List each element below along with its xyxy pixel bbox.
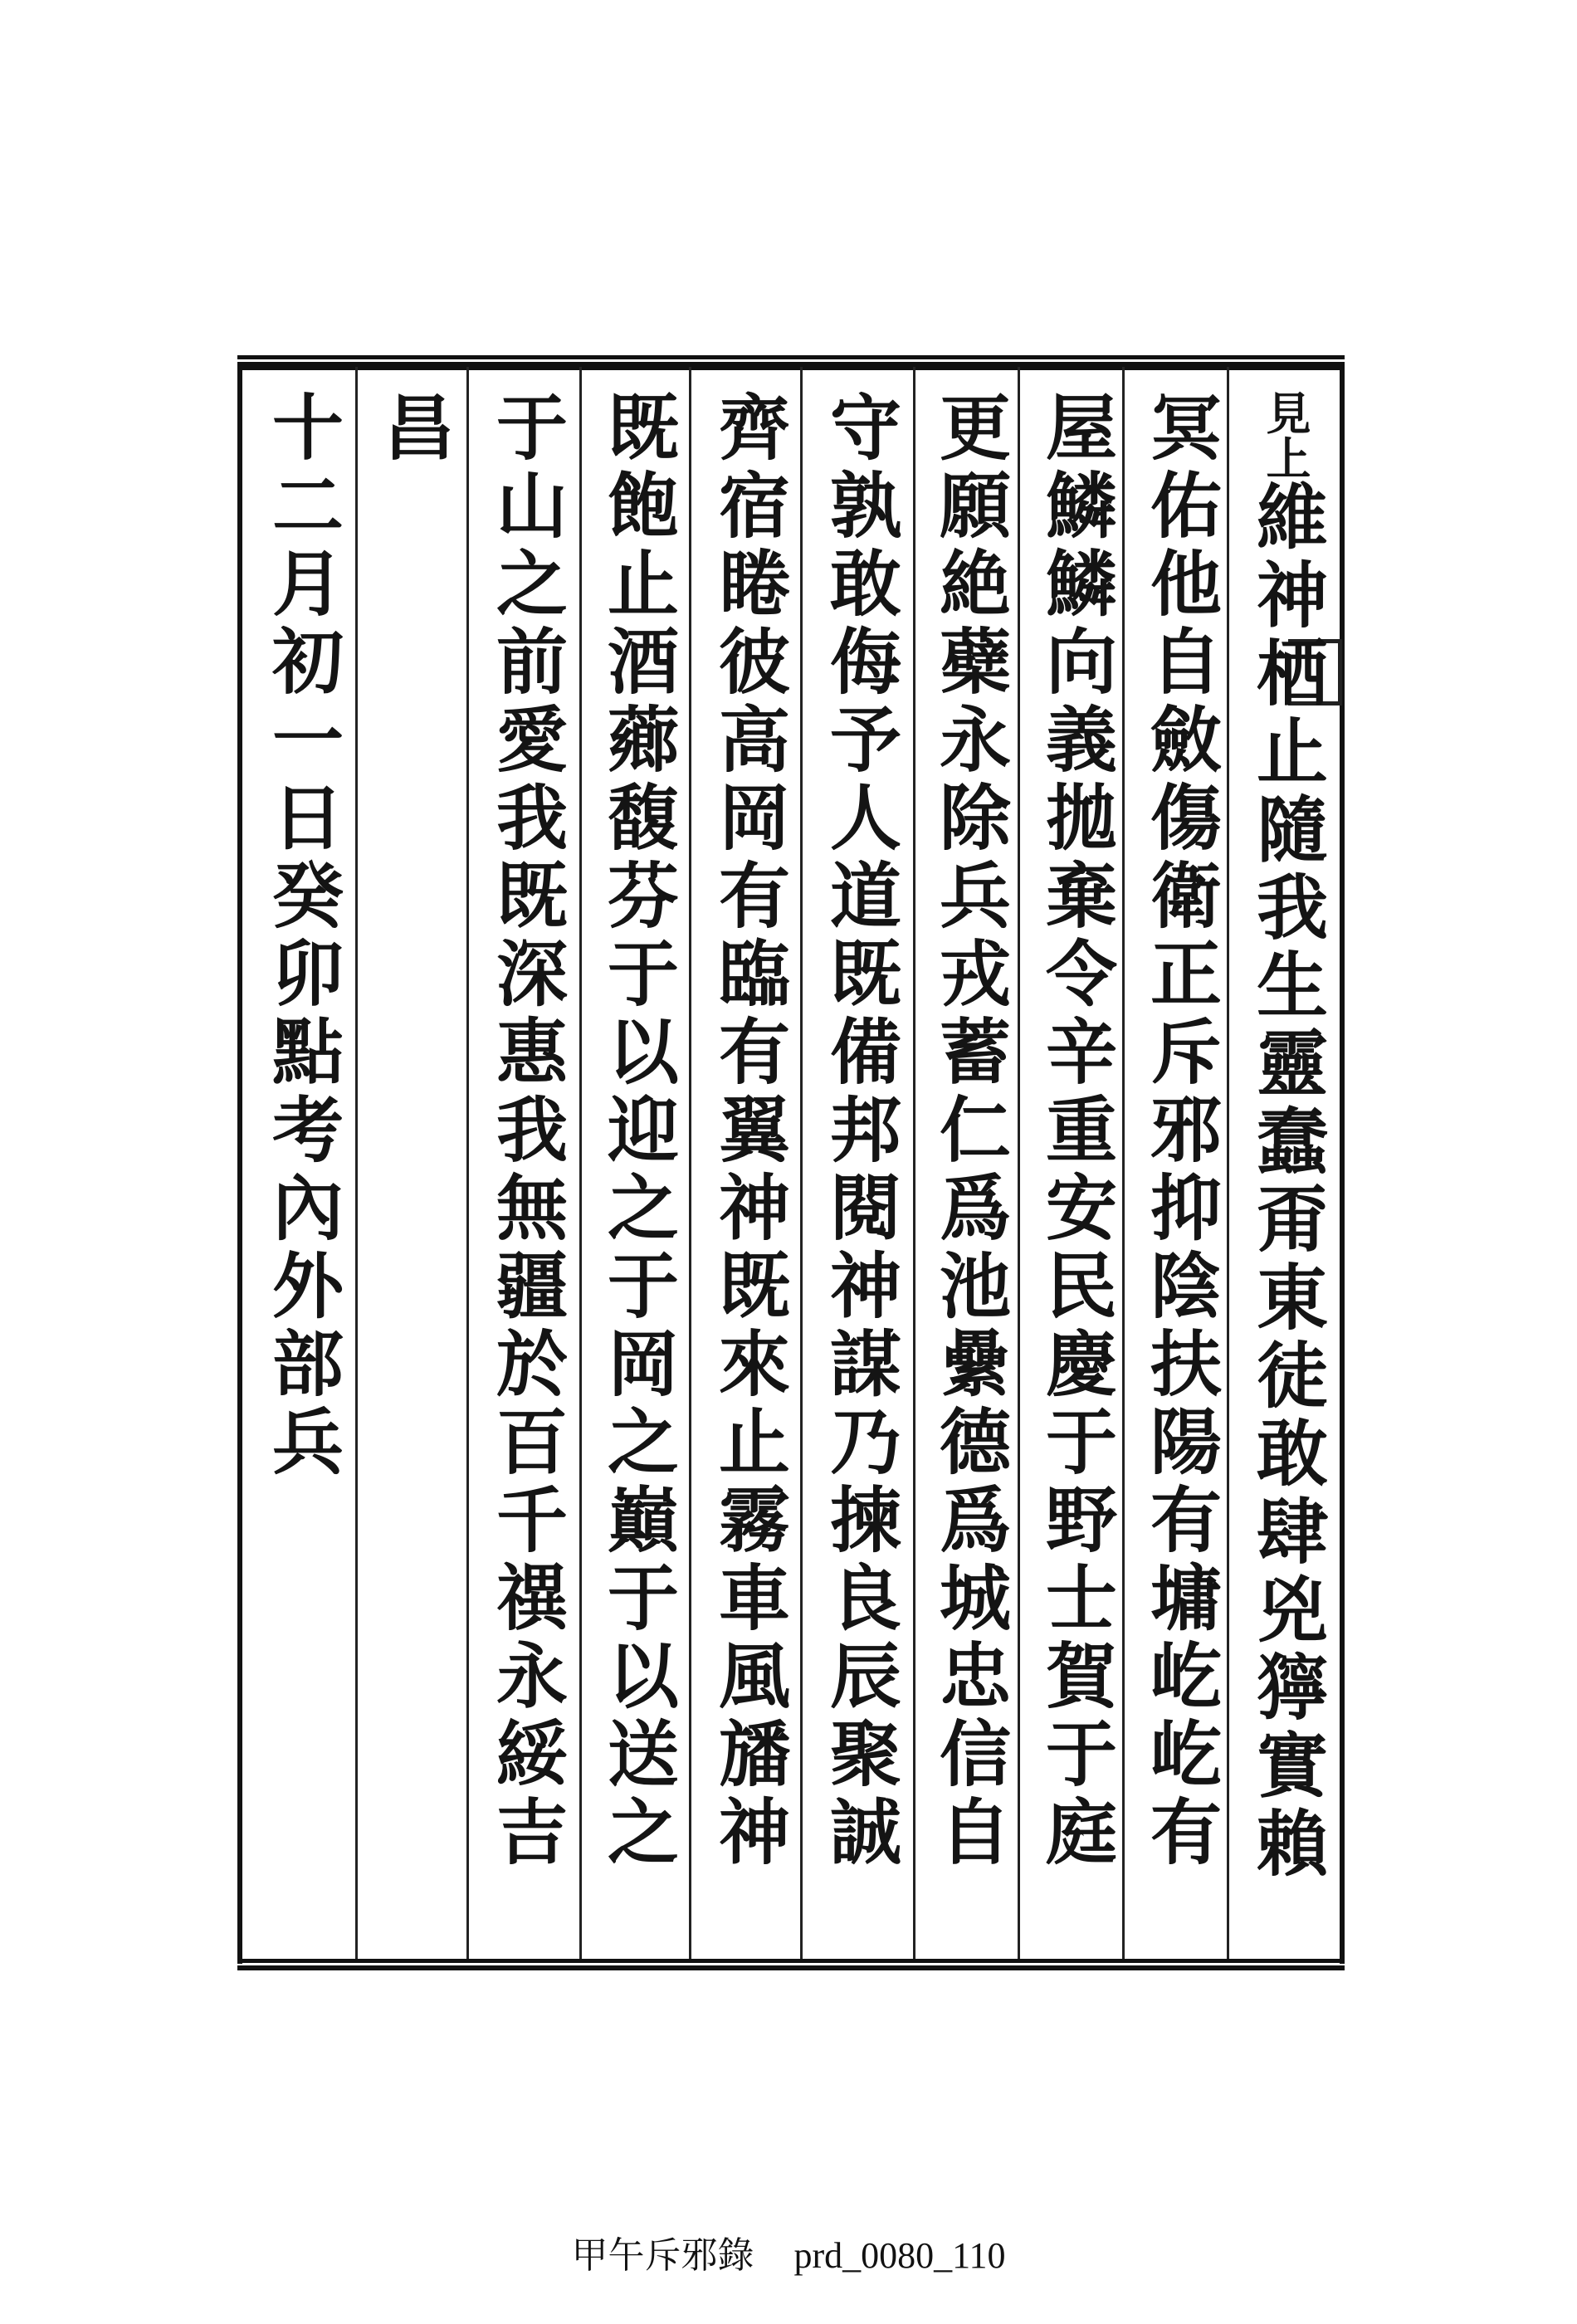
column-small-note: 見上 [1259, 390, 1312, 480]
text-column-8 [480, 390, 571, 1950]
frame-right-rule [1340, 362, 1345, 1964]
text-column-4 [923, 390, 1014, 1950]
text-column-2 [1134, 390, 1225, 1950]
column-text: 既飽止酒薌馥芬于以迎之于岡之巔于以送之 [595, 390, 679, 1872]
frame-bottom-rule [237, 1959, 1345, 1970]
text-column-3 [1029, 390, 1120, 1950]
text-column-7 [591, 390, 682, 1950]
text-column-1 [1240, 390, 1331, 1950]
frame-top-rule [237, 355, 1345, 370]
column-rule [1227, 367, 1229, 1959]
column-rule [579, 367, 582, 1959]
column-text: 屋鱗鱗向義拋棄令辛重安民慶于野士賀于庭 [1033, 390, 1117, 1872]
text-column-10 [256, 390, 347, 1950]
column-text: 維神栖止隨我生靈蠢甭東徒敢肆兇獰實賴 [1244, 480, 1328, 1884]
caption-title: 甲午斥邪錄 [571, 2235, 754, 2276]
column-text: 十二月初一日癸卯點考內外部兵 [260, 390, 344, 1482]
column-text: 昌 [371, 390, 455, 468]
column-rule [1018, 367, 1020, 1959]
column-rule [355, 367, 358, 1959]
column-text: 更願絶蘗永除兵戎蓄仁爲池纍德爲城忠信自 [927, 390, 1011, 1872]
frame-left-rule [237, 362, 242, 1964]
column-text: 冥佑他自斂傷衛正斥邪抑陰扶陽有墉屹屹有 [1138, 390, 1222, 1872]
text-column-5 [813, 390, 905, 1950]
text-column-6 [702, 390, 793, 1950]
column-text: 于山之前愛我既深惠我無疆於百千禩永綏吉 [484, 390, 568, 1872]
column-rule [800, 367, 803, 1959]
text-column-9 [367, 390, 458, 1950]
page-caption [0, 2231, 1577, 2281]
caption-code: prd_0080_110 [793, 2235, 1006, 2276]
column-text: 守孰敢侮予人道既備邦閱神謀乃揀良辰聚誠 [818, 390, 901, 1872]
column-rule [466, 367, 469, 1959]
column-rule [1122, 367, 1125, 1959]
column-text: 齊宿睠彼高岡有臨有翼神既來止霧車風旙神 [706, 390, 790, 1872]
column-rule [913, 367, 915, 1959]
column-rule [689, 367, 691, 1959]
